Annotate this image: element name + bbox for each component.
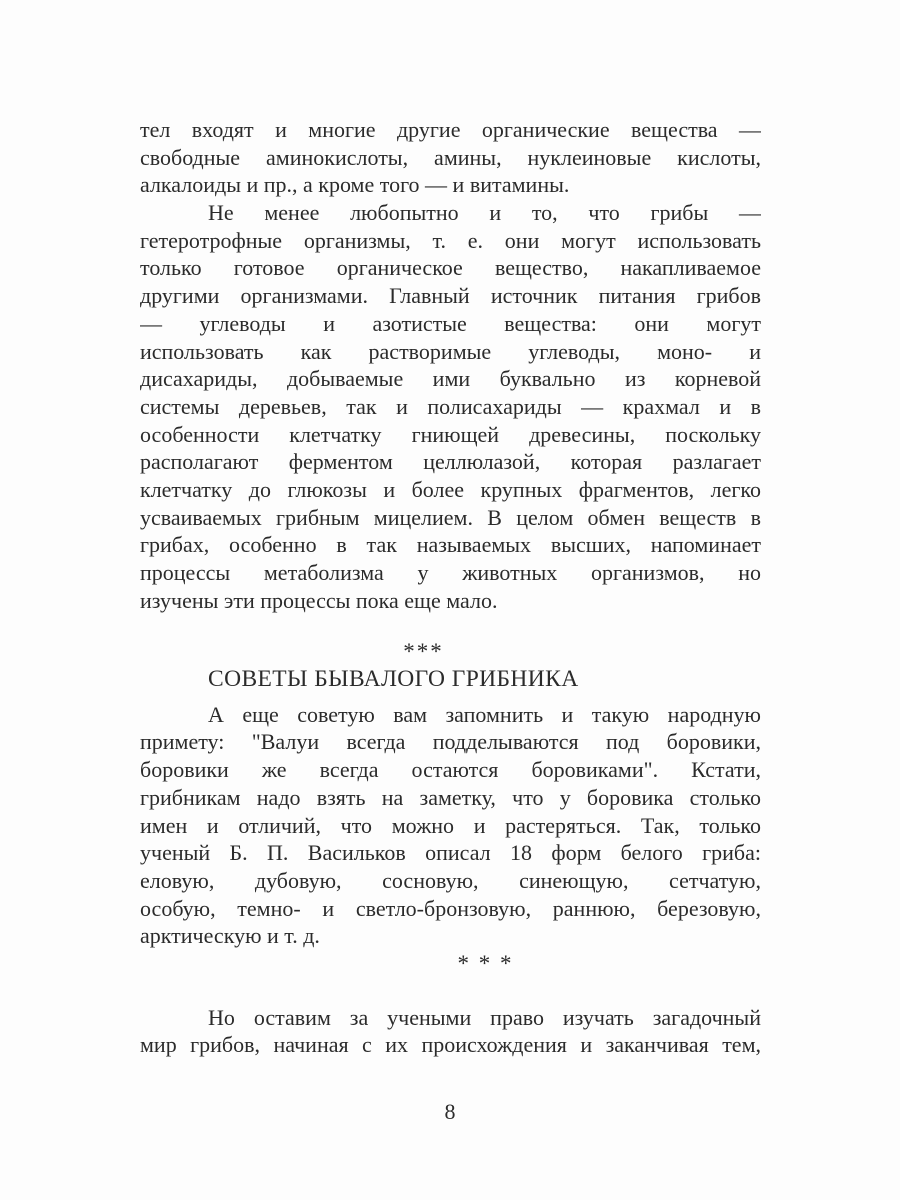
- text-line: клетчатку до глюкозы и более крупных фрагментов, легко: [140, 476, 761, 502]
- section-heading: СОВЕТЫ БЫВАЛОГО ГРИБНИКА: [208, 666, 579, 693]
- section-separator-asterisks: ***: [403, 639, 444, 665]
- page-number: 8: [444, 1099, 456, 1124]
- text-line: использовать как растворимые углеводы, моно- и: [140, 338, 761, 364]
- text-line: свободные аминокислоты, амины, нуклеиновые кислоты,: [140, 144, 761, 170]
- text-column: [140, 116, 761, 1059]
- text-line: грибникам надо взять на заметку, что у боровика столько: [140, 784, 761, 810]
- text-line: гетеротрофные организмы, т. е. они могут использовать: [140, 227, 761, 253]
- text-line: имен и отличий, что можно и растеряться. Так, только: [140, 812, 761, 838]
- text-line: располагают ферментом целлюлазой, которая разлагает: [140, 449, 761, 475]
- text-line: особую, темно- и светло-бронзовую, раннюю, березовую,: [140, 895, 761, 921]
- text-line: — углеводы и азотистые вещества: они могут: [140, 310, 761, 336]
- text-line: тел входят и многие другие органические вещества —: [140, 117, 761, 142]
- text-line: другими организмами. Главный источник питания грибов: [140, 283, 761, 309]
- text-line: системы деревьев, так и полисахариды — крахмал и в: [140, 393, 761, 419]
- text-line: усваиваемых грибным мицелием. В целом обмен веществ в: [140, 504, 761, 530]
- text-line: дисахариды, добываемые ими буквально из корневой: [140, 366, 761, 392]
- paragraph-fungi-heterotrophs: [140, 199, 761, 614]
- text-line: особенности клетчатку гниющей древесины, поскольку: [140, 421, 761, 447]
- paragraph-mushroom-advice: [140, 701, 761, 950]
- paragraph-continuation: [140, 116, 761, 199]
- text-line: процессы метаболизма у животных организмов, но: [140, 560, 761, 585]
- text-line: А еще советую вам запомнить и такую народную: [208, 701, 761, 727]
- text-line: Но оставим за учеными право изучать загадочный: [208, 1004, 761, 1030]
- text-line: мир грибов, начиная с их происхождения и заканчивая тем,: [140, 1032, 761, 1058]
- text-line: примету: "Валуи всегда подделываются под боровики,: [140, 729, 761, 755]
- text-line: арктическую и т. д.: [140, 923, 320, 949]
- text-line: Не менее любопытно и то, что грибы —: [208, 200, 761, 226]
- text-line: только готовое органическое вещество, накапливаемое: [140, 255, 761, 281]
- text-line: еловую, дубовую, сосновую, синеющую, сетчатую,: [140, 867, 761, 893]
- text-line: боровики же всегда остаются боровиками". Кстати,: [140, 757, 761, 783]
- section-separator-asterisks-spaced: * * *: [457, 950, 514, 976]
- paragraph-closing: [140, 1004, 761, 1059]
- text-line: алкалоиды и пр., а кроме того — и витамины.: [140, 172, 570, 198]
- text-line: грибах, особенно в так называемых высших, напоминает: [140, 532, 761, 558]
- text-line: ученый Б. П. Васильков описал 18 форм белого гриба:: [140, 840, 761, 866]
- text-line: изучены эти процессы пока еще мало.: [140, 587, 498, 613]
